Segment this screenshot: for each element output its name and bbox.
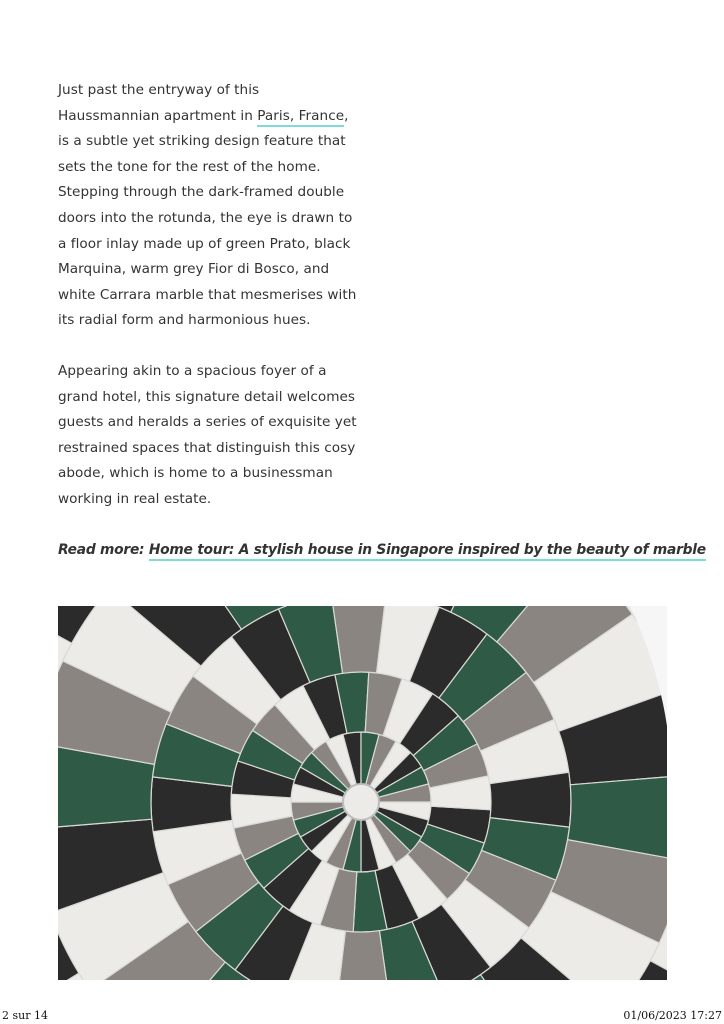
print-timestamp: 01/06/2023 17:27 bbox=[623, 1009, 722, 1022]
article-paragraph-1 bbox=[58, 78, 358, 334]
paragraph-1-text-end: , is a subtle yet striking design feature that sets the tone for the rest of the home. Stepping through the dark-framed double doors into the rotunda, the eye is drawn to a floor inlay made up of green Prato, black Marquina, warm grey Fior di Bosco, and white Carrara marble that mesmerises with its radial form and harmonious hues. bbox=[58, 107, 357, 329]
paragraph-1-text-start: Just past the entryway of this Haussmannian apartment in bbox=[58, 82, 260, 124]
marble-floor-photo bbox=[58, 606, 667, 980]
article-paragraph-2: Appearing akin to a spacious foyer of a grand hotel, this signature detail welcomes guests and heralds a series of exquisite yet restrained spaces that distinguish this cosy abode, which is home to a businessman working in real estate. bbox=[58, 362, 357, 507]
read-more-line bbox=[58, 538, 706, 562]
marble-floor-inlay-image bbox=[58, 606, 667, 980]
radial-marble-pattern bbox=[58, 606, 667, 980]
article-body bbox=[58, 78, 358, 513]
read-more-label: Read more: bbox=[58, 542, 145, 558]
center-medallion bbox=[343, 784, 379, 820]
read-more-link[interactable]: Home tour: A stylish house in Singapore inspired by the beauty of marble bbox=[149, 542, 706, 561]
paris-france-link[interactable]: Paris, France bbox=[257, 108, 344, 127]
page-indicator: 2 sur 14 bbox=[2, 1009, 48, 1022]
